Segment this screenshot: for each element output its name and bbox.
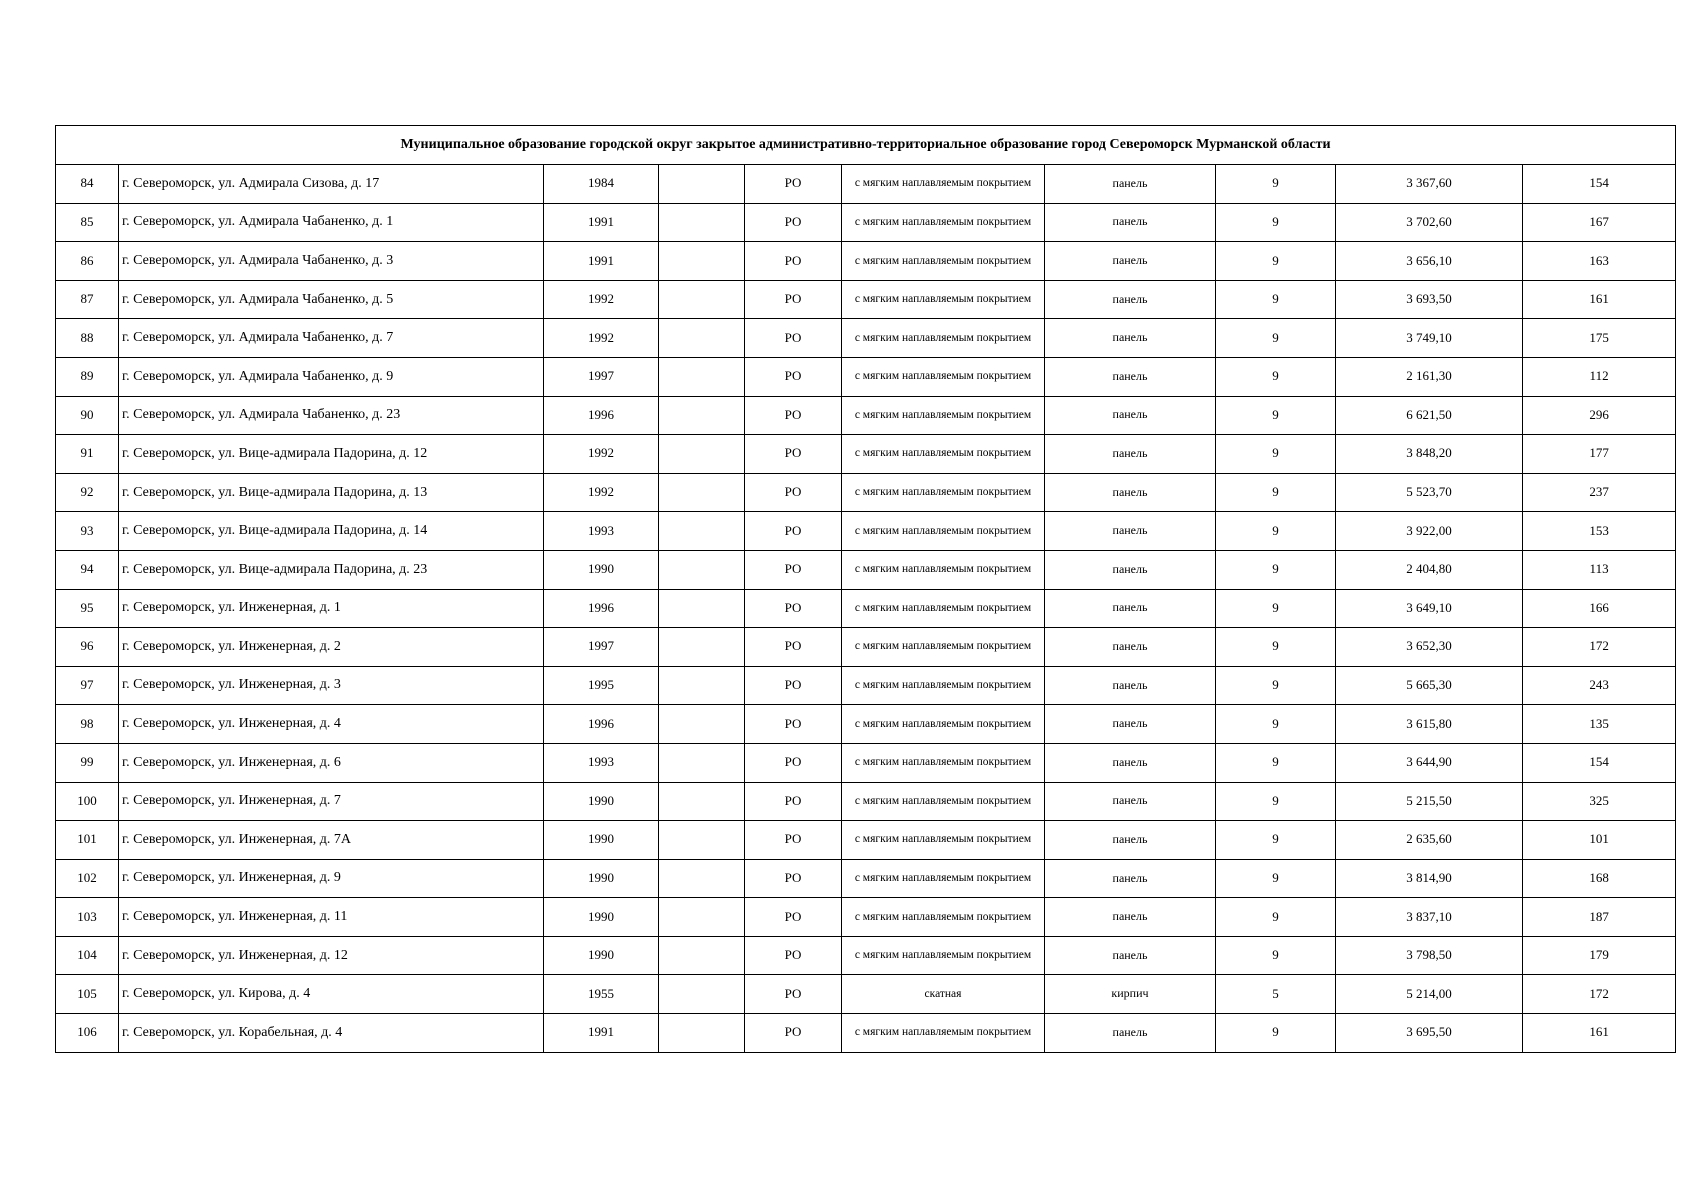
- roof-type-cell: с мягким наплавляемым покрытием: [842, 512, 1045, 551]
- table-row: [56, 666, 1676, 705]
- area-cell: 3 695,50: [1336, 1014, 1523, 1053]
- fund-cell: РО: [745, 705, 842, 744]
- table-row: [56, 936, 1676, 975]
- area-cell: 5 214,00: [1336, 975, 1523, 1014]
- year-built-cell: 1992: [544, 319, 659, 358]
- row-number: 90: [56, 396, 119, 435]
- table-row: [56, 589, 1676, 628]
- roof-type-cell: с мягким наплавляемым покрытием: [842, 705, 1045, 744]
- empty-cell: [659, 743, 745, 782]
- table-row: [56, 705, 1676, 744]
- wall-material-cell: панель: [1045, 319, 1216, 358]
- residents-cell: 172: [1523, 975, 1676, 1014]
- table-row: [56, 165, 1676, 204]
- floors-cell: 9: [1216, 936, 1336, 975]
- address-cell: г. Североморск, ул. Вице-адмирала Падорина, д. 14: [119, 512, 544, 551]
- table-row: [56, 782, 1676, 821]
- empty-cell: [659, 782, 745, 821]
- wall-material-cell: панель: [1045, 743, 1216, 782]
- year-built-cell: 1991: [544, 1014, 659, 1053]
- address-cell: г. Североморск, ул. Инженерная, д. 2: [119, 628, 544, 667]
- roof-type-cell: с мягким наплавляемым покрытием: [842, 628, 1045, 667]
- area-cell: 3 749,10: [1336, 319, 1523, 358]
- wall-material-cell: панель: [1045, 666, 1216, 705]
- area-cell: 2 635,60: [1336, 821, 1523, 860]
- table-row: [56, 319, 1676, 358]
- roof-type-cell: с мягким наплавляемым покрытием: [842, 859, 1045, 898]
- residents-cell: 243: [1523, 666, 1676, 705]
- area-cell: 5 523,70: [1336, 473, 1523, 512]
- row-number: 100: [56, 782, 119, 821]
- table-row: [56, 396, 1676, 435]
- residents-cell: 172: [1523, 628, 1676, 667]
- wall-material-cell: панель: [1045, 396, 1216, 435]
- table-row: [56, 1014, 1676, 1053]
- wall-material-cell: панель: [1045, 473, 1216, 512]
- floors-cell: 9: [1216, 435, 1336, 474]
- floors-cell: 9: [1216, 666, 1336, 705]
- floors-cell: 5: [1216, 975, 1336, 1014]
- floors-cell: 9: [1216, 396, 1336, 435]
- roof-type-cell: с мягким наплавляемым покрытием: [842, 1014, 1045, 1053]
- area-cell: 3 644,90: [1336, 743, 1523, 782]
- roof-type-cell: с мягким наплавляемым покрытием: [842, 242, 1045, 281]
- roof-type-cell: с мягким наплавляемым покрытием: [842, 280, 1045, 319]
- table-row: [56, 280, 1676, 319]
- roof-type-cell: с мягким наплавляемым покрытием: [842, 165, 1045, 204]
- area-cell: 3 652,30: [1336, 628, 1523, 667]
- wall-material-cell: панель: [1045, 821, 1216, 860]
- row-number: 93: [56, 512, 119, 551]
- roof-type-cell: с мягким наплавляемым покрытием: [842, 396, 1045, 435]
- residents-cell: 113: [1523, 550, 1676, 589]
- wall-material-cell: панель: [1045, 280, 1216, 319]
- fund-cell: РО: [745, 242, 842, 281]
- housing-registry-table: [55, 125, 1676, 1053]
- area-cell: 3 693,50: [1336, 280, 1523, 319]
- year-built-cell: 1990: [544, 782, 659, 821]
- row-number: 104: [56, 936, 119, 975]
- year-built-cell: 1991: [544, 242, 659, 281]
- area-cell: 3 656,10: [1336, 242, 1523, 281]
- roof-type-cell: с мягким наплавляемым покрытием: [842, 898, 1045, 937]
- address-cell: г. Североморск, ул. Инженерная, д. 12: [119, 936, 544, 975]
- year-built-cell: 1995: [544, 666, 659, 705]
- row-number: 98: [56, 705, 119, 744]
- empty-cell: [659, 628, 745, 667]
- year-built-cell: 1990: [544, 821, 659, 860]
- floors-cell: 9: [1216, 357, 1336, 396]
- residents-cell: 161: [1523, 280, 1676, 319]
- wall-material-cell: панель: [1045, 435, 1216, 474]
- row-number: 84: [56, 165, 119, 204]
- residents-cell: 167: [1523, 203, 1676, 242]
- address-cell: г. Североморск, ул. Адмирала Чабаненко, д. 9: [119, 357, 544, 396]
- wall-material-cell: панель: [1045, 165, 1216, 204]
- fund-cell: РО: [745, 743, 842, 782]
- year-built-cell: 1997: [544, 357, 659, 396]
- area-cell: 3 837,10: [1336, 898, 1523, 937]
- wall-material-cell: панель: [1045, 859, 1216, 898]
- floors-cell: 9: [1216, 1014, 1336, 1053]
- table-row: [56, 898, 1676, 937]
- fund-cell: РО: [745, 319, 842, 358]
- wall-material-cell: панель: [1045, 628, 1216, 667]
- wall-material-cell: панель: [1045, 589, 1216, 628]
- floors-cell: 9: [1216, 628, 1336, 667]
- empty-cell: [659, 242, 745, 281]
- roof-type-cell: с мягким наплавляемым покрытием: [842, 936, 1045, 975]
- table-row: [56, 821, 1676, 860]
- area-cell: 3 367,60: [1336, 165, 1523, 204]
- floors-cell: 9: [1216, 589, 1336, 628]
- wall-material-cell: панель: [1045, 1014, 1216, 1053]
- row-number: 99: [56, 743, 119, 782]
- year-built-cell: 1996: [544, 396, 659, 435]
- roof-type-cell: с мягким наплавляемым покрытием: [842, 203, 1045, 242]
- residents-cell: 187: [1523, 898, 1676, 937]
- year-built-cell: 1992: [544, 473, 659, 512]
- roof-type-cell: с мягким наплавляемым покрытием: [842, 319, 1045, 358]
- table-row: [56, 203, 1676, 242]
- table-row: [56, 628, 1676, 667]
- fund-cell: РО: [745, 473, 842, 512]
- roof-type-cell: с мягким наплавляемым покрытием: [842, 435, 1045, 474]
- empty-cell: [659, 357, 745, 396]
- address-cell: г. Североморск, ул. Инженерная, д. 9: [119, 859, 544, 898]
- row-number: 91: [56, 435, 119, 474]
- residents-cell: 175: [1523, 319, 1676, 358]
- residents-cell: 112: [1523, 357, 1676, 396]
- fund-cell: РО: [745, 898, 842, 937]
- fund-cell: РО: [745, 666, 842, 705]
- year-built-cell: 1996: [544, 589, 659, 628]
- empty-cell: [659, 165, 745, 204]
- address-cell: г. Североморск, ул. Кирова, д. 4: [119, 975, 544, 1014]
- empty-cell: [659, 859, 745, 898]
- address-cell: г. Североморск, ул. Адмирала Чабаненко, д. 5: [119, 280, 544, 319]
- row-number: 86: [56, 242, 119, 281]
- empty-cell: [659, 821, 745, 860]
- address-cell: г. Североморск, ул. Инженерная, д. 6: [119, 743, 544, 782]
- empty-cell: [659, 203, 745, 242]
- wall-material-cell: панель: [1045, 705, 1216, 744]
- fund-cell: РО: [745, 589, 842, 628]
- roof-type-cell: скатная: [842, 975, 1045, 1014]
- year-built-cell: 1992: [544, 280, 659, 319]
- area-cell: 3 848,20: [1336, 435, 1523, 474]
- year-built-cell: 1991: [544, 203, 659, 242]
- roof-type-cell: с мягким наплавляемым покрытием: [842, 782, 1045, 821]
- fund-cell: РО: [745, 628, 842, 667]
- residents-cell: 101: [1523, 821, 1676, 860]
- residents-cell: 168: [1523, 859, 1676, 898]
- fund-cell: РО: [745, 975, 842, 1014]
- roof-type-cell: с мягким наплавляемым покрытием: [842, 743, 1045, 782]
- fund-cell: РО: [745, 550, 842, 589]
- roof-type-cell: с мягким наплавляемым покрытием: [842, 666, 1045, 705]
- empty-cell: [659, 898, 745, 937]
- floors-cell: 9: [1216, 782, 1336, 821]
- empty-cell: [659, 550, 745, 589]
- address-cell: г. Североморск, ул. Адмирала Чабаненко, д. 3: [119, 242, 544, 281]
- fund-cell: РО: [745, 859, 842, 898]
- table-body: [56, 126, 1676, 1053]
- address-cell: г. Североморск, ул. Инженерная, д. 7: [119, 782, 544, 821]
- fund-cell: РО: [745, 512, 842, 551]
- row-number: 96: [56, 628, 119, 667]
- area-cell: 3 922,00: [1336, 512, 1523, 551]
- empty-cell: [659, 396, 745, 435]
- year-built-cell: 1993: [544, 512, 659, 551]
- address-cell: г. Североморск, ул. Вице-адмирала Падорина, д. 23: [119, 550, 544, 589]
- wall-material-cell: панель: [1045, 357, 1216, 396]
- row-number: 95: [56, 589, 119, 628]
- residents-cell: 296: [1523, 396, 1676, 435]
- fund-cell: РО: [745, 821, 842, 860]
- empty-cell: [659, 473, 745, 512]
- address-cell: г. Североморск, ул. Вице-адмирала Падорина, д. 13: [119, 473, 544, 512]
- residents-cell: 161: [1523, 1014, 1676, 1053]
- empty-cell: [659, 280, 745, 319]
- empty-cell: [659, 589, 745, 628]
- residents-cell: 166: [1523, 589, 1676, 628]
- year-built-cell: 1993: [544, 743, 659, 782]
- residents-cell: 177: [1523, 435, 1676, 474]
- fund-cell: РО: [745, 435, 842, 474]
- year-built-cell: 1992: [544, 435, 659, 474]
- area-cell: 3 615,80: [1336, 705, 1523, 744]
- table-row: [56, 512, 1676, 551]
- address-cell: г. Североморск, ул. Вице-адмирала Падорина, д. 12: [119, 435, 544, 474]
- table-title-row: [56, 126, 1676, 165]
- floors-cell: 9: [1216, 550, 1336, 589]
- wall-material-cell: кирпич: [1045, 975, 1216, 1014]
- floors-cell: 9: [1216, 821, 1336, 860]
- address-cell: г. Североморск, ул. Адмирала Чабаненко, д. 23: [119, 396, 544, 435]
- row-number: 92: [56, 473, 119, 512]
- wall-material-cell: панель: [1045, 242, 1216, 281]
- floors-cell: 9: [1216, 165, 1336, 204]
- fund-cell: РО: [745, 782, 842, 821]
- year-built-cell: 1984: [544, 165, 659, 204]
- residents-cell: 179: [1523, 936, 1676, 975]
- empty-cell: [659, 975, 745, 1014]
- residents-cell: 154: [1523, 743, 1676, 782]
- row-number: 103: [56, 898, 119, 937]
- fund-cell: РО: [745, 357, 842, 396]
- address-cell: г. Североморск, ул. Инженерная, д. 4: [119, 705, 544, 744]
- area-cell: 3 649,10: [1336, 589, 1523, 628]
- residents-cell: 237: [1523, 473, 1676, 512]
- empty-cell: [659, 435, 745, 474]
- empty-cell: [659, 319, 745, 358]
- floors-cell: 9: [1216, 280, 1336, 319]
- area-cell: 5 215,50: [1336, 782, 1523, 821]
- wall-material-cell: панель: [1045, 203, 1216, 242]
- row-number: 87: [56, 280, 119, 319]
- address-cell: г. Североморск, ул. Корабельная, д. 4: [119, 1014, 544, 1053]
- area-cell: 5 665,30: [1336, 666, 1523, 705]
- address-cell: г. Североморск, ул. Инженерная, д. 7А: [119, 821, 544, 860]
- year-built-cell: 1996: [544, 705, 659, 744]
- floors-cell: 9: [1216, 512, 1336, 551]
- area-cell: 3 798,50: [1336, 936, 1523, 975]
- empty-cell: [659, 666, 745, 705]
- roof-type-cell: с мягким наплавляемым покрытием: [842, 473, 1045, 512]
- row-number: 105: [56, 975, 119, 1014]
- table-row: [56, 859, 1676, 898]
- table-row: [56, 743, 1676, 782]
- empty-cell: [659, 705, 745, 744]
- table-row: [56, 242, 1676, 281]
- wall-material-cell: панель: [1045, 898, 1216, 937]
- floors-cell: 9: [1216, 203, 1336, 242]
- row-number: 85: [56, 203, 119, 242]
- residents-cell: 325: [1523, 782, 1676, 821]
- floors-cell: 9: [1216, 898, 1336, 937]
- floors-cell: 9: [1216, 743, 1336, 782]
- table-row: [56, 357, 1676, 396]
- wall-material-cell: панель: [1045, 512, 1216, 551]
- residents-cell: 154: [1523, 165, 1676, 204]
- address-cell: г. Североморск, ул. Инженерная, д. 3: [119, 666, 544, 705]
- area-cell: 2 161,30: [1336, 357, 1523, 396]
- fund-cell: РО: [745, 936, 842, 975]
- row-number: 88: [56, 319, 119, 358]
- year-built-cell: 1990: [544, 859, 659, 898]
- year-built-cell: 1990: [544, 936, 659, 975]
- row-number: 102: [56, 859, 119, 898]
- empty-cell: [659, 936, 745, 975]
- year-built-cell: 1990: [544, 898, 659, 937]
- floors-cell: 9: [1216, 319, 1336, 358]
- row-number: 89: [56, 357, 119, 396]
- area-cell: 6 621,50: [1336, 396, 1523, 435]
- wall-material-cell: панель: [1045, 782, 1216, 821]
- empty-cell: [659, 512, 745, 551]
- row-number: 106: [56, 1014, 119, 1053]
- address-cell: г. Североморск, ул. Инженерная, д. 1: [119, 589, 544, 628]
- roof-type-cell: с мягким наплавляемым покрытием: [842, 589, 1045, 628]
- roof-type-cell: с мягким наплавляемым покрытием: [842, 357, 1045, 396]
- address-cell: г. Североморск, ул. Инженерная, д. 11: [119, 898, 544, 937]
- wall-material-cell: панель: [1045, 550, 1216, 589]
- year-built-cell: 1955: [544, 975, 659, 1014]
- floors-cell: 9: [1216, 242, 1336, 281]
- table-title: Муниципальное образование городской округ закрытое административно-территориальное образование город Североморск Мурманской области: [56, 126, 1676, 165]
- floors-cell: 9: [1216, 473, 1336, 512]
- wall-material-cell: панель: [1045, 936, 1216, 975]
- row-number: 94: [56, 550, 119, 589]
- fund-cell: РО: [745, 165, 842, 204]
- year-built-cell: 1997: [544, 628, 659, 667]
- fund-cell: РО: [745, 280, 842, 319]
- residents-cell: 163: [1523, 242, 1676, 281]
- roof-type-cell: с мягким наплавляемым покрытием: [842, 821, 1045, 860]
- floors-cell: 9: [1216, 859, 1336, 898]
- fund-cell: РО: [745, 1014, 842, 1053]
- fund-cell: РО: [745, 396, 842, 435]
- address-cell: г. Североморск, ул. Адмирала Чабаненко, д. 1: [119, 203, 544, 242]
- address-cell: г. Североморск, ул. Адмирала Сизова, д. 17: [119, 165, 544, 204]
- area-cell: 2 404,80: [1336, 550, 1523, 589]
- row-number: 97: [56, 666, 119, 705]
- residents-cell: 135: [1523, 705, 1676, 744]
- table-row: [56, 435, 1676, 474]
- fund-cell: РО: [745, 203, 842, 242]
- residents-cell: 153: [1523, 512, 1676, 551]
- address-cell: г. Североморск, ул. Адмирала Чабаненко, д. 7: [119, 319, 544, 358]
- table-row: [56, 550, 1676, 589]
- empty-cell: [659, 1014, 745, 1053]
- roof-type-cell: с мягким наплавляемым покрытием: [842, 550, 1045, 589]
- row-number: 101: [56, 821, 119, 860]
- table-row: [56, 473, 1676, 512]
- year-built-cell: 1990: [544, 550, 659, 589]
- area-cell: 3 702,60: [1336, 203, 1523, 242]
- area-cell: 3 814,90: [1336, 859, 1523, 898]
- floors-cell: 9: [1216, 705, 1336, 744]
- table-row: [56, 975, 1676, 1014]
